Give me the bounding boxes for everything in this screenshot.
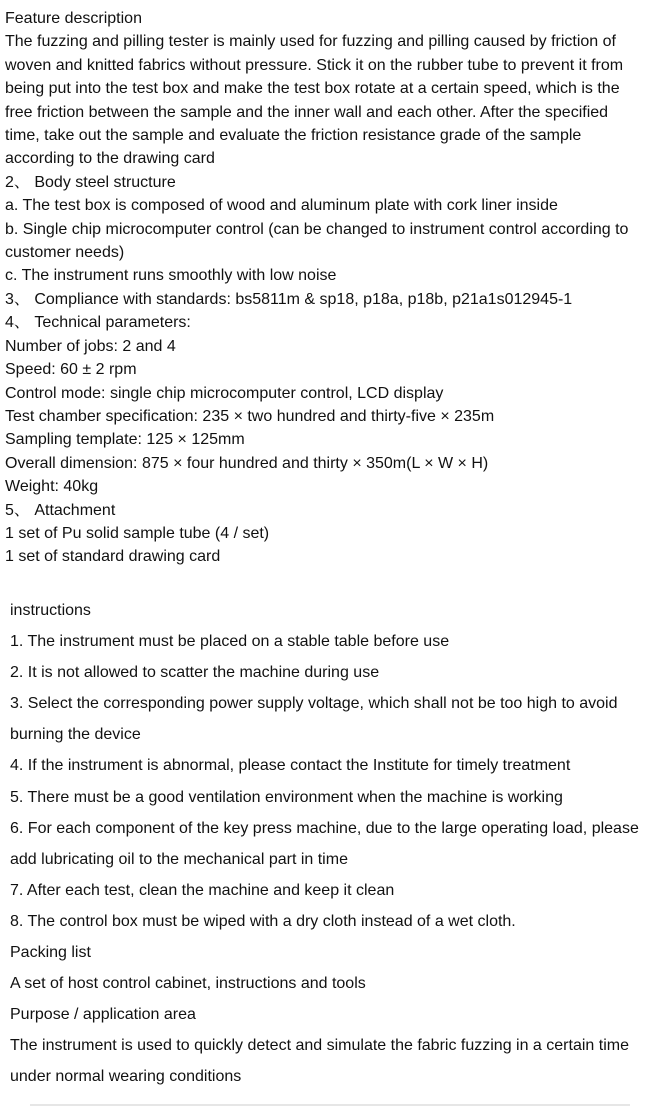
- technical-param: Weight: 40kg: [5, 478, 99, 496]
- packing-text: A set of host control cabinet, instructions and tools: [10, 975, 366, 993]
- instruction-item: 4. If the instrument is abnormal, please contact the Institute for timely treatment: [10, 757, 571, 775]
- body-structure-item: c. The instrument runs smoothly with low noise: [5, 267, 337, 285]
- instruction-item: 1. The instrument must be placed on a stable table before use: [10, 633, 450, 651]
- product-spec-section: [5, 7, 645, 569]
- purpose-text: The instrument is used to quickly detect and simulate the fabric fuzzing in a certain time under normal wearing conditions: [10, 1037, 629, 1086]
- attachment-item: 1 set of standard drawing card: [5, 548, 221, 566]
- instruction-item: 6. For each component of the key press machine, due to the large operating load, please add lubricating oil to the mechanical part in time: [10, 819, 639, 868]
- packing-heading: Packing list: [10, 944, 91, 962]
- compliance-line: 3、 Compliance with standards: bs5811m & sp18, p18a, p18b, p21a1s012945-1: [5, 290, 573, 308]
- body-structure-heading: 2、 Body steel structure: [5, 173, 176, 191]
- technical-param: Overall dimension: 875 × four hundred and thirty × 350m(L × W × H): [5, 454, 489, 472]
- instruction-item: 8. The control box must be wiped with a dry cloth instead of a wet cloth.: [10, 912, 516, 930]
- technical-param: Speed: 60 ± 2 rpm: [5, 361, 137, 379]
- technical-param: Number of jobs: 2 and 4: [5, 337, 176, 355]
- technical-param: Sampling template: 125 × 125mm: [5, 431, 245, 449]
- feature-description: The fuzzing and pilling tester is mainly used for fuzzing and pilling caused by friction of woven and knitted fabrics without pressure. Stick it on the rubber tube to prevent it from being put into the test box and make the test box rotate at a certain speed, which is the free friction between the sample and the inner wall and each other. After the specified time, take out the sample and evaluate the friction resistance grade of the sample according to the drawing card: [5, 33, 624, 168]
- instruction-item: 2. It is not allowed to scatter the machine during use: [10, 664, 380, 682]
- body-structure-item: b. Single chip microcomputer control (can be changed to instrument control according to customer needs): [5, 220, 629, 262]
- purpose-heading: Purpose / application area: [10, 1006, 196, 1024]
- technical-heading: 4、 Technical parameters:: [5, 314, 191, 332]
- attachment-item: 1 set of Pu solid sample tube (4 / set): [5, 524, 270, 542]
- body-structure-item: a. The test box is composed of wood and aluminum plate with cork liner inside: [5, 197, 558, 215]
- instructions-heading: instructions: [10, 602, 91, 619]
- instruction-item: 3. Select the corresponding power supply voltage, which shall not be too high to avoid burning the device: [10, 695, 618, 744]
- instruction-item: 7. After each test, clean the machine and keep it clean: [10, 881, 395, 899]
- technical-param: Control mode: single chip microcomputer control, LCD display: [5, 384, 444, 402]
- instructions-section: [10, 595, 646, 1093]
- feature-heading: Feature description: [5, 10, 142, 27]
- attachment-heading: 5、 Attachment: [5, 501, 116, 519]
- technical-param: Test chamber specification: 235 × two hundred and thirty-five × 235m: [5, 407, 495, 425]
- instruction-item: 5. There must be a good ventilation environment when the machine is working: [10, 788, 563, 806]
- bottom-divider: [30, 1104, 630, 1106]
